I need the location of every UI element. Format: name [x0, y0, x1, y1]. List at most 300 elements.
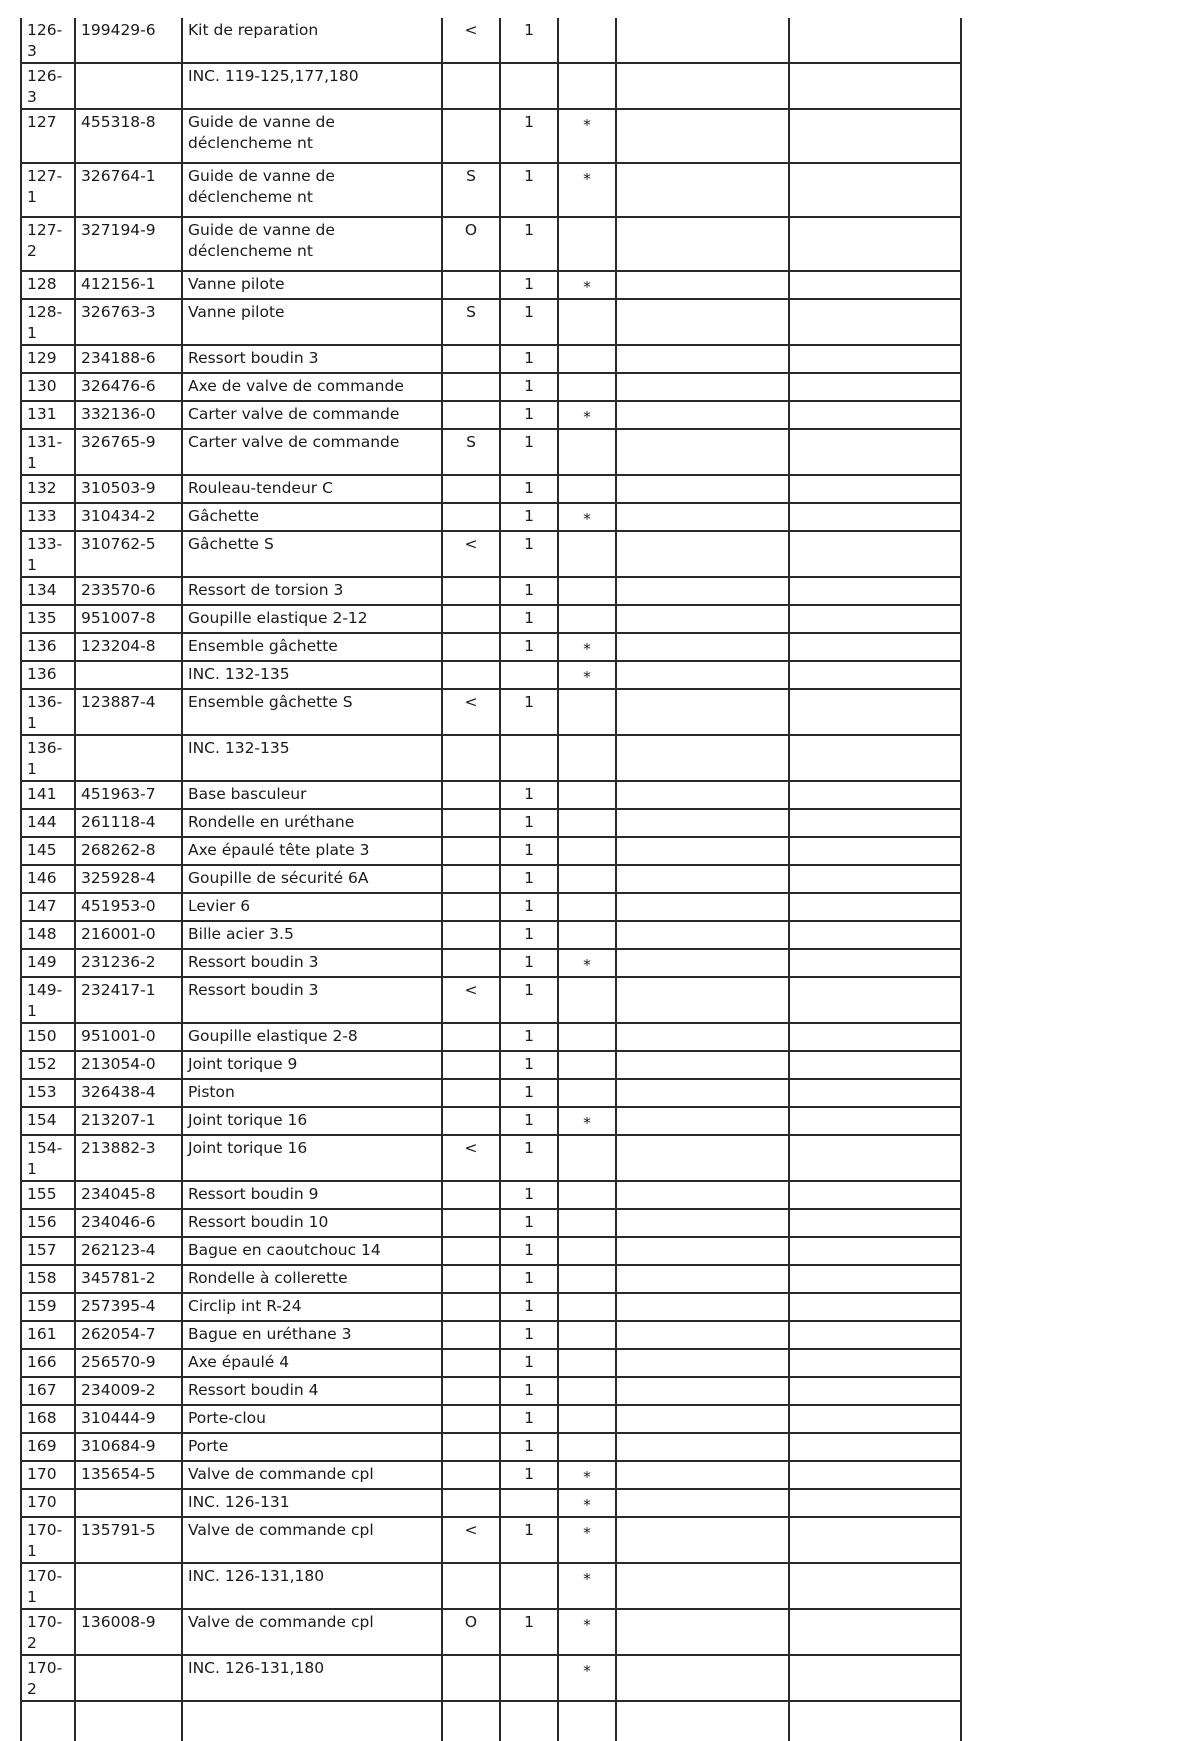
star-cell: * [558, 949, 616, 977]
empty-cell [21, 1701, 75, 1741]
description-cell: Ressort de torsion 3 [182, 577, 442, 605]
empty-cell [616, 1321, 789, 1349]
table-row [21, 661, 961, 689]
empty-cell [616, 633, 789, 661]
table-row [21, 109, 961, 163]
quantity-cell [500, 1655, 558, 1701]
table-row [21, 373, 961, 401]
mark-cell [442, 1181, 500, 1209]
table-row [21, 735, 961, 781]
description-cell: Ressort boudin 9 [182, 1181, 442, 1209]
table-row [21, 63, 961, 109]
description-cell: INC. 126-131,180 [182, 1563, 442, 1609]
description-cell: Guide de vanne de déclencheme nt [182, 109, 442, 163]
description-cell: Valve de commande cpl [182, 1517, 442, 1563]
index-cell: 156 [21, 1209, 75, 1237]
star-cell [558, 373, 616, 401]
part-number-cell: 310684-9 [75, 1433, 182, 1461]
empty-cell [789, 837, 961, 865]
quantity-cell: 1 [500, 577, 558, 605]
quantity-cell: 1 [500, 633, 558, 661]
description-cell: Goupille elastique 2-12 [182, 605, 442, 633]
table-row [21, 1265, 961, 1293]
mark-cell [442, 1107, 500, 1135]
part-number-cell: 951001-0 [75, 1023, 182, 1051]
empty-cell [616, 949, 789, 977]
quantity-cell: 1 [500, 429, 558, 475]
table-row [21, 605, 961, 633]
empty-cell [558, 1701, 616, 1741]
index-cell: 153 [21, 1079, 75, 1107]
description-cell: Axe épaulé 4 [182, 1349, 442, 1377]
index-cell: 136-1 [21, 689, 75, 735]
quantity-cell: 1 [500, 605, 558, 633]
empty-cell [789, 661, 961, 689]
table-row [21, 475, 961, 503]
index-cell: 136-1 [21, 735, 75, 781]
description-cell: Kit de reparation [182, 18, 442, 63]
star-cell [558, 865, 616, 893]
empty-cell [616, 503, 789, 531]
part-number-cell: 310762-5 [75, 531, 182, 577]
empty-cell [789, 1701, 961, 1741]
index-cell: 127-2 [21, 217, 75, 271]
star-cell [558, 893, 616, 921]
mark-cell: S [442, 163, 500, 217]
quantity-cell: 1 [500, 1237, 558, 1265]
description-cell: Gâchette S [182, 531, 442, 577]
star-cell [558, 1181, 616, 1209]
mark-cell [442, 1655, 500, 1701]
description-cell: Goupille de sécurité 6A [182, 865, 442, 893]
description-cell: INC. 119-125,177,180 [182, 63, 442, 109]
description-cell: Levier 6 [182, 893, 442, 921]
empty-cell [789, 109, 961, 163]
star-cell [558, 809, 616, 837]
part-number-cell: 216001-0 [75, 921, 182, 949]
table-row [21, 1517, 961, 1563]
index-cell: 170-2 [21, 1609, 75, 1655]
quantity-cell: 1 [500, 893, 558, 921]
empty-cell [789, 299, 961, 345]
index-cell: 170-2 [21, 1655, 75, 1701]
mark-cell: S [442, 299, 500, 345]
star-cell: * [558, 1563, 616, 1609]
quantity-cell: 1 [500, 921, 558, 949]
description-cell: Ressort boudin 3 [182, 345, 442, 373]
index-cell: 136 [21, 633, 75, 661]
star-cell [558, 977, 616, 1023]
star-cell [558, 689, 616, 735]
star-cell [558, 1135, 616, 1181]
mark-cell [442, 865, 500, 893]
star-cell [558, 63, 616, 109]
index-cell: 155 [21, 1181, 75, 1209]
table-row [21, 689, 961, 735]
mark-cell [442, 661, 500, 689]
star-cell: * [558, 271, 616, 299]
star-cell [558, 781, 616, 809]
description-cell: Bille acier 3.5 [182, 921, 442, 949]
empty-cell [616, 1701, 789, 1741]
mark-cell [442, 809, 500, 837]
table-row [21, 865, 961, 893]
star-cell: * [558, 1517, 616, 1563]
empty-cell [616, 271, 789, 299]
description-cell: Vanne pilote [182, 299, 442, 345]
empty-cell [789, 1079, 961, 1107]
star-cell: * [558, 1655, 616, 1701]
mark-cell [442, 1051, 500, 1079]
star-cell [558, 1433, 616, 1461]
empty-cell [789, 865, 961, 893]
empty-cell [789, 809, 961, 837]
quantity-cell: 1 [500, 1079, 558, 1107]
description-cell: Ressort boudin 10 [182, 1209, 442, 1237]
table-row [21, 1023, 961, 1051]
empty-cell [616, 577, 789, 605]
part-number-cell: 951007-8 [75, 605, 182, 633]
mark-cell [442, 373, 500, 401]
empty-cell [616, 781, 789, 809]
part-number-cell [75, 1655, 182, 1701]
part-number-cell: 451963-7 [75, 781, 182, 809]
star-cell: * [558, 1461, 616, 1489]
part-number-cell: 123887-4 [75, 689, 182, 735]
empty-cell [616, 1079, 789, 1107]
empty-cell [789, 271, 961, 299]
index-cell: 147 [21, 893, 75, 921]
index-cell: 150 [21, 1023, 75, 1051]
mark-cell [442, 1405, 500, 1433]
quantity-cell: 1 [500, 781, 558, 809]
quantity-cell: 1 [500, 401, 558, 429]
part-number-cell: 326764-1 [75, 163, 182, 217]
table-row [21, 217, 961, 271]
quantity-cell: 1 [500, 1265, 558, 1293]
description-cell: Joint torique 16 [182, 1135, 442, 1181]
description-cell: Base basculeur [182, 781, 442, 809]
description-cell: Ensemble gâchette [182, 633, 442, 661]
table-row [21, 429, 961, 475]
empty-cell [616, 1461, 789, 1489]
index-cell: 134 [21, 577, 75, 605]
star-cell [558, 921, 616, 949]
mark-cell: < [442, 1517, 500, 1563]
mark-cell [442, 633, 500, 661]
empty-cell [789, 1405, 961, 1433]
star-cell [558, 1237, 616, 1265]
part-number-cell: 199429-6 [75, 18, 182, 63]
quantity-cell: 1 [500, 345, 558, 373]
mark-cell [442, 109, 500, 163]
mark-cell: O [442, 1609, 500, 1655]
mark-cell [442, 1209, 500, 1237]
empty-cell [789, 1433, 961, 1461]
part-number-cell: 451953-0 [75, 893, 182, 921]
quantity-cell: 1 [500, 1321, 558, 1349]
mark-cell [442, 837, 500, 865]
empty-cell [616, 1517, 789, 1563]
part-number-cell: 326763-3 [75, 299, 182, 345]
empty-cell [616, 689, 789, 735]
empty-cell [789, 977, 961, 1023]
empty-cell [789, 1321, 961, 1349]
empty-cell [616, 1293, 789, 1321]
empty-cell [616, 1135, 789, 1181]
quantity-cell: 1 [500, 503, 558, 531]
index-cell: 170 [21, 1489, 75, 1517]
quantity-cell: 1 [500, 1135, 558, 1181]
quantity-cell: 1 [500, 299, 558, 345]
table-row [21, 299, 961, 345]
part-number-cell: 136008-9 [75, 1609, 182, 1655]
empty-cell [616, 1107, 789, 1135]
index-cell: 170 [21, 1461, 75, 1489]
index-cell: 132 [21, 475, 75, 503]
empty-cell [616, 977, 789, 1023]
part-number-cell: 455318-8 [75, 109, 182, 163]
index-cell: 141 [21, 781, 75, 809]
index-cell: 168 [21, 1405, 75, 1433]
star-cell: * [558, 1107, 616, 1135]
part-number-cell: 327194-9 [75, 217, 182, 271]
mark-cell [442, 1321, 500, 1349]
empty-cell [789, 1023, 961, 1051]
empty-cell [789, 531, 961, 577]
mark-cell: < [442, 531, 500, 577]
part-number-cell: 135654-5 [75, 1461, 182, 1489]
empty-cell [616, 1023, 789, 1051]
description-cell: Circlip int R-24 [182, 1293, 442, 1321]
index-cell: 144 [21, 809, 75, 837]
empty-cell [182, 1701, 442, 1741]
empty-cell [442, 1701, 500, 1741]
empty-cell [75, 1701, 182, 1741]
quantity-cell: 1 [500, 1433, 558, 1461]
star-cell [558, 1079, 616, 1107]
quantity-cell: 1 [500, 373, 558, 401]
empty-cell [789, 605, 961, 633]
empty-cell [616, 1655, 789, 1701]
table-row [21, 809, 961, 837]
mark-cell [442, 605, 500, 633]
description-cell: Piston [182, 1079, 442, 1107]
part-number-cell [75, 735, 182, 781]
index-cell: 154 [21, 1107, 75, 1135]
quantity-cell: 1 [500, 1181, 558, 1209]
quantity-cell [500, 1489, 558, 1517]
empty-cell [789, 1265, 961, 1293]
quantity-cell: 1 [500, 1517, 558, 1563]
table-row [21, 633, 961, 661]
empty-cell [789, 63, 961, 109]
description-cell: Rondelle en uréthane [182, 809, 442, 837]
star-cell: * [558, 401, 616, 429]
star-cell: * [558, 163, 616, 217]
index-cell: 127 [21, 109, 75, 163]
empty-cell [616, 893, 789, 921]
empty-cell [616, 1563, 789, 1609]
empty-cell [616, 109, 789, 163]
table-row [21, 1237, 961, 1265]
quantity-cell: 1 [500, 18, 558, 63]
part-number-cell: 326765-9 [75, 429, 182, 475]
quantity-cell: 1 [500, 689, 558, 735]
mark-cell: O [442, 217, 500, 271]
table-row [21, 1051, 961, 1079]
index-cell: 126-3 [21, 18, 75, 63]
table-row [21, 893, 961, 921]
star-cell [558, 1293, 616, 1321]
quantity-cell: 1 [500, 1609, 558, 1655]
empty-cell [789, 689, 961, 735]
part-number-cell [75, 1489, 182, 1517]
quantity-cell: 1 [500, 271, 558, 299]
empty-cell [789, 1655, 961, 1701]
part-number-cell [75, 661, 182, 689]
index-cell: 128 [21, 271, 75, 299]
description-cell: Vanne pilote [182, 271, 442, 299]
table-row-empty [21, 1701, 961, 1741]
empty-cell [789, 1293, 961, 1321]
table-row [21, 1079, 961, 1107]
part-number-cell: 231236-2 [75, 949, 182, 977]
part-number-cell: 310444-9 [75, 1405, 182, 1433]
empty-cell [616, 1377, 789, 1405]
quantity-cell: 1 [500, 1209, 558, 1237]
part-number-cell: 256570-9 [75, 1349, 182, 1377]
empty-cell [616, 401, 789, 429]
description-cell: Ressort boudin 3 [182, 949, 442, 977]
table-row [21, 1377, 961, 1405]
mark-cell: < [442, 689, 500, 735]
description-cell: INC. 126-131 [182, 1489, 442, 1517]
table-row [21, 781, 961, 809]
table-row [21, 1489, 961, 1517]
mark-cell: S [442, 429, 500, 475]
index-cell: 159 [21, 1293, 75, 1321]
part-number-cell: 234009-2 [75, 1377, 182, 1405]
star-cell: * [558, 1489, 616, 1517]
table-row [21, 271, 961, 299]
empty-cell [616, 1489, 789, 1517]
table-row [21, 1461, 961, 1489]
part-number-cell: 257395-4 [75, 1293, 182, 1321]
empty-cell [789, 1563, 961, 1609]
index-cell: 130 [21, 373, 75, 401]
mark-cell [442, 1563, 500, 1609]
quantity-cell: 1 [500, 1461, 558, 1489]
empty-cell [789, 1237, 961, 1265]
empty-cell [616, 163, 789, 217]
star-cell [558, 345, 616, 373]
index-cell: 127-1 [21, 163, 75, 217]
empty-cell [616, 345, 789, 373]
quantity-cell [500, 63, 558, 109]
quantity-cell: 1 [500, 949, 558, 977]
star-cell [558, 429, 616, 475]
empty-cell [789, 893, 961, 921]
index-cell: 158 [21, 1265, 75, 1293]
star-cell: * [558, 661, 616, 689]
mark-cell [442, 1079, 500, 1107]
mark-cell [442, 401, 500, 429]
mark-cell [442, 1265, 500, 1293]
empty-cell [616, 1405, 789, 1433]
mark-cell [442, 271, 500, 299]
description-cell: Rouleau-tendeur C [182, 475, 442, 503]
index-cell: 136 [21, 661, 75, 689]
star-cell [558, 837, 616, 865]
part-number-cell: 232417-1 [75, 977, 182, 1023]
part-number-cell: 268262-8 [75, 837, 182, 865]
empty-cell [616, 475, 789, 503]
star-cell [558, 299, 616, 345]
part-number-cell: 135791-5 [75, 1517, 182, 1563]
star-cell [558, 217, 616, 271]
empty-cell [789, 1107, 961, 1135]
mark-cell: < [442, 18, 500, 63]
empty-cell [789, 475, 961, 503]
index-cell: 131-1 [21, 429, 75, 475]
part-number-cell: 412156-1 [75, 271, 182, 299]
quantity-cell: 1 [500, 1051, 558, 1079]
star-cell: * [558, 503, 616, 531]
part-number-cell: 326476-6 [75, 373, 182, 401]
empty-cell [789, 1135, 961, 1181]
mark-cell [442, 1237, 500, 1265]
table-row [21, 401, 961, 429]
empty-cell [789, 781, 961, 809]
empty-cell [616, 373, 789, 401]
empty-cell [789, 429, 961, 475]
quantity-cell: 1 [500, 1293, 558, 1321]
part-number-cell: 262123-4 [75, 1237, 182, 1265]
description-cell: INC. 132-135 [182, 735, 442, 781]
empty-cell [616, 1209, 789, 1237]
empty-cell [789, 1209, 961, 1237]
table-row [21, 1321, 961, 1349]
mark-cell [442, 1433, 500, 1461]
index-cell: 149-1 [21, 977, 75, 1023]
table-row [21, 1655, 961, 1701]
empty-cell [616, 921, 789, 949]
empty-cell [616, 809, 789, 837]
mark-cell [442, 63, 500, 109]
star-cell [558, 735, 616, 781]
mark-cell [442, 949, 500, 977]
quantity-cell: 1 [500, 837, 558, 865]
index-cell: 146 [21, 865, 75, 893]
quantity-cell: 1 [500, 809, 558, 837]
star-cell [558, 1377, 616, 1405]
description-cell: Valve de commande cpl [182, 1609, 442, 1655]
empty-cell [789, 373, 961, 401]
empty-cell [616, 1237, 789, 1265]
empty-cell [789, 1051, 961, 1079]
empty-cell [789, 1377, 961, 1405]
empty-cell [789, 949, 961, 977]
star-cell [558, 18, 616, 63]
empty-cell [789, 1609, 961, 1655]
mark-cell [442, 1023, 500, 1051]
part-number-cell: 234046-6 [75, 1209, 182, 1237]
description-cell: Joint torique 16 [182, 1107, 442, 1135]
empty-cell [616, 1265, 789, 1293]
mark-cell [442, 345, 500, 373]
table-row [21, 1293, 961, 1321]
